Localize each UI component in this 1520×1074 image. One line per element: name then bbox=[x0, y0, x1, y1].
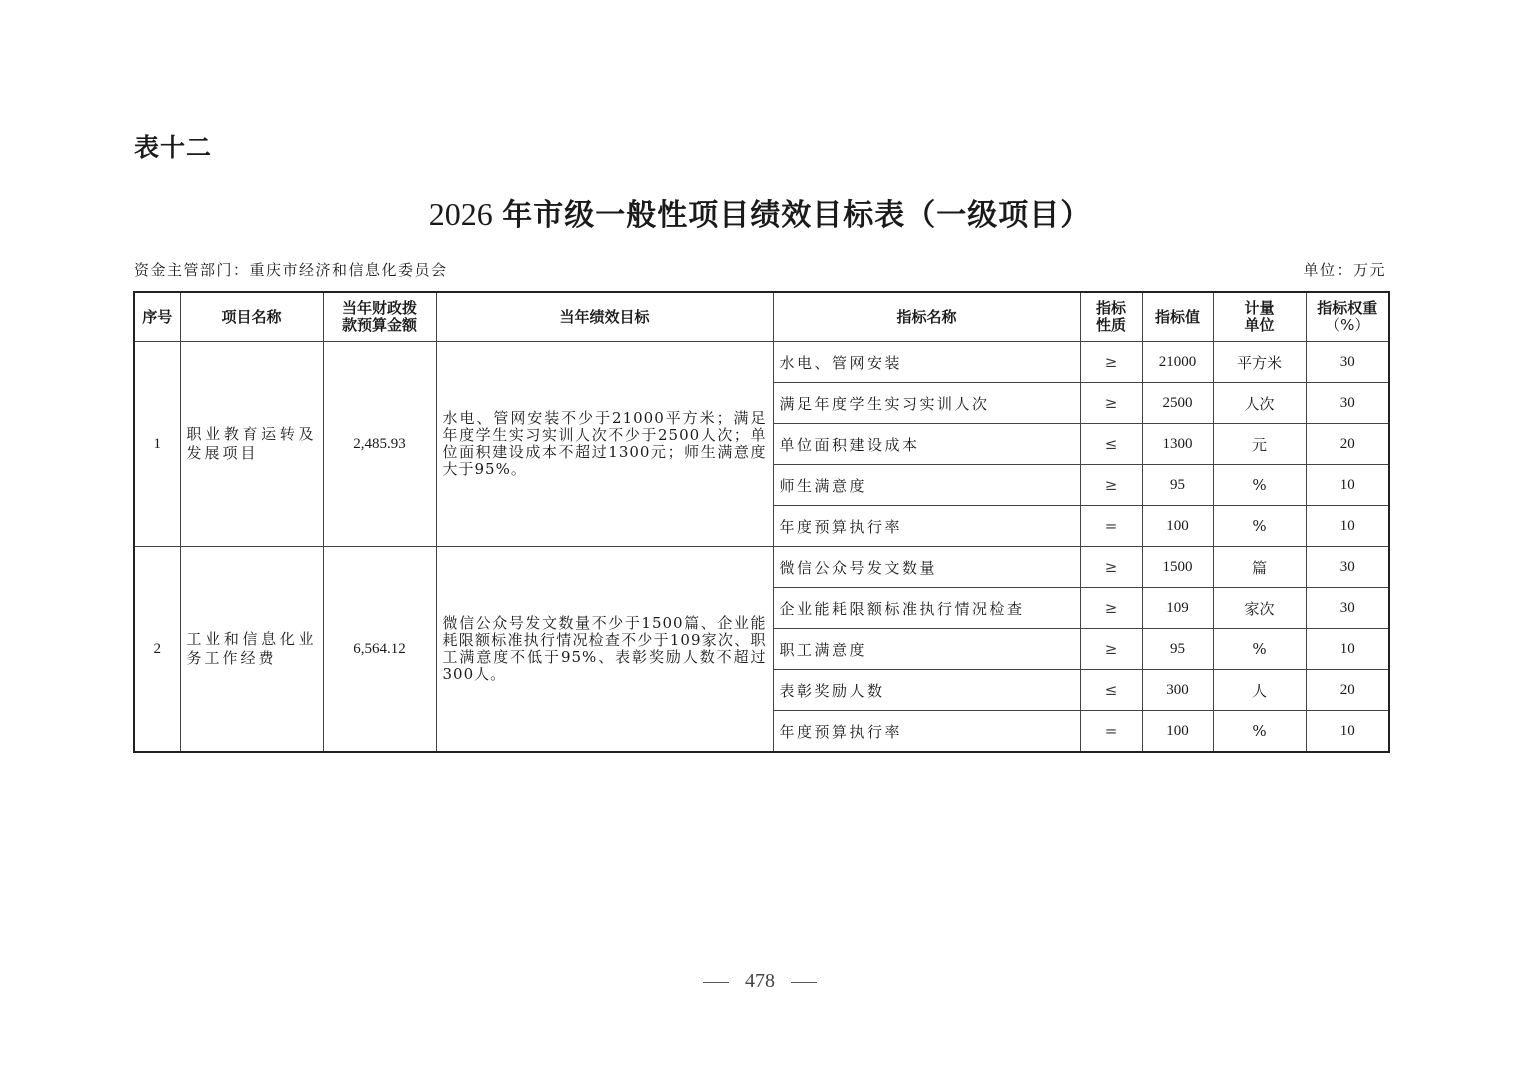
indicator-name: 水电、管网安装 bbox=[773, 342, 1080, 383]
indicator-value: 100 bbox=[1142, 711, 1213, 753]
table-row bbox=[134, 342, 1389, 383]
col-weight bbox=[1306, 292, 1389, 342]
performance-table bbox=[133, 291, 1390, 753]
page-dash-left bbox=[703, 982, 729, 983]
indicator-nature: ≥ bbox=[1080, 383, 1142, 424]
indicator-name: 表彰奖励人数 bbox=[773, 670, 1080, 711]
project-name: 工业和信息化业务工作经费 bbox=[180, 547, 323, 753]
indicator-value: 109 bbox=[1142, 588, 1213, 629]
col-indicator-name: 指标名称 bbox=[773, 292, 1080, 342]
indicator-name: 单位面积建设成本 bbox=[773, 424, 1080, 465]
indicator-value: 1500 bbox=[1142, 547, 1213, 588]
indicator-weight: 30 bbox=[1306, 547, 1389, 588]
indicator-value: 2500 bbox=[1142, 383, 1213, 424]
indicator-weight: 10 bbox=[1306, 465, 1389, 506]
indicator-nature: ≤ bbox=[1080, 670, 1142, 711]
project-goal: 微信公众号发文数量不少于1500篇、企业能耗限额标准执行情况检查不少于109家次、职工满意度不低于95%、表彰奖励人数不超过300人。 bbox=[436, 547, 773, 753]
indicator-weight: 10 bbox=[1306, 629, 1389, 670]
indicator-unit: 平方米 bbox=[1213, 342, 1306, 383]
col-unit-line2: 单位 bbox=[1244, 316, 1275, 334]
indicator-weight: 10 bbox=[1306, 711, 1389, 753]
col-unit-line1: 计量 bbox=[1244, 299, 1275, 317]
document-title bbox=[0, 190, 1520, 234]
indicator-unit: % bbox=[1213, 465, 1306, 506]
indicator-unit: 家次 bbox=[1213, 588, 1306, 629]
indicator-unit: 人次 bbox=[1213, 383, 1306, 424]
indicator-name: 年度预算执行率 bbox=[773, 711, 1080, 753]
indicator-value: 300 bbox=[1142, 670, 1213, 711]
indicator-weight: 20 bbox=[1306, 670, 1389, 711]
col-seq: 序号 bbox=[134, 292, 180, 342]
indicator-name: 师生满意度 bbox=[773, 465, 1080, 506]
indicator-nature: ≤ bbox=[1080, 424, 1142, 465]
page-number-text: 478 bbox=[745, 970, 775, 992]
indicator-name: 企业能耗限额标准执行情况检查 bbox=[773, 588, 1080, 629]
col-nature bbox=[1080, 292, 1142, 342]
indicator-unit: % bbox=[1213, 506, 1306, 547]
indicator-weight: 10 bbox=[1306, 506, 1389, 547]
department-label: 资金主管部门：重庆市经济和信息化委员会 bbox=[134, 261, 448, 279]
table-label: 表十二 bbox=[134, 133, 213, 162]
indicator-nature: ≥ bbox=[1080, 342, 1142, 383]
indicator-weight: 30 bbox=[1306, 383, 1389, 424]
title-text: 年市级一般性项目绩效目标表（一级项目） bbox=[502, 198, 1092, 233]
col-value: 指标值 bbox=[1142, 292, 1213, 342]
indicator-value: 95 bbox=[1142, 629, 1213, 670]
indicator-unit: % bbox=[1213, 629, 1306, 670]
col-goal: 当年绩效目标 bbox=[436, 292, 773, 342]
indicator-name: 微信公众号发文数量 bbox=[773, 547, 1080, 588]
project-seq: 2 bbox=[134, 547, 180, 753]
project-goal: 水电、管网安装不少于21000平方米；满足年度学生实习实训人次不少于2500人次；单位面积建设成本不超过1300元；师生满意度大于95%。 bbox=[436, 342, 773, 547]
col-nature-line2: 性质 bbox=[1095, 316, 1126, 334]
indicator-unit: 人 bbox=[1213, 670, 1306, 711]
indicator-name: 职工满意度 bbox=[773, 629, 1080, 670]
header-row bbox=[134, 292, 1389, 342]
indicator-nature: ≥ bbox=[1080, 465, 1142, 506]
col-nature-line1: 指标 bbox=[1095, 299, 1126, 317]
indicator-weight: 30 bbox=[1306, 342, 1389, 383]
indicator-weight: 20 bbox=[1306, 424, 1389, 465]
col-budget-line2: 款预算金额 bbox=[341, 316, 417, 334]
indicator-value: 1300 bbox=[1142, 424, 1213, 465]
indicator-value: 95 bbox=[1142, 465, 1213, 506]
indicator-unit: % bbox=[1213, 711, 1306, 753]
indicator-name: 年度预算执行率 bbox=[773, 506, 1080, 547]
indicator-nature: ≥ bbox=[1080, 547, 1142, 588]
indicator-unit: 元 bbox=[1213, 424, 1306, 465]
indicator-name: 满足年度学生实习实训人次 bbox=[773, 383, 1080, 424]
col-budget-line1: 当年财政拨 bbox=[341, 299, 417, 317]
indicator-nature: ≥ bbox=[1080, 629, 1142, 670]
indicator-nature: = bbox=[1080, 711, 1142, 753]
indicator-value: 21000 bbox=[1142, 342, 1213, 383]
project-name: 职业教育运转及发展项目 bbox=[180, 342, 323, 547]
project-budget: 6,564.12 bbox=[323, 547, 436, 753]
col-unit bbox=[1213, 292, 1306, 342]
col-weight-line1: 指标权重 bbox=[1317, 299, 1378, 317]
page-number bbox=[0, 970, 1520, 993]
indicator-nature: = bbox=[1080, 506, 1142, 547]
col-project-name: 项目名称 bbox=[180, 292, 323, 342]
title-year: 2026 bbox=[428, 196, 493, 232]
indicator-value: 100 bbox=[1142, 506, 1213, 547]
indicator-weight: 30 bbox=[1306, 588, 1389, 629]
col-budget bbox=[323, 292, 436, 342]
indicator-nature: ≥ bbox=[1080, 588, 1142, 629]
indicator-unit: 篇 bbox=[1213, 547, 1306, 588]
unit-label: 单位：万元 bbox=[1303, 261, 1386, 279]
col-weight-line2: （%） bbox=[1325, 316, 1370, 334]
page-dash-right bbox=[791, 982, 817, 983]
table-row bbox=[134, 547, 1389, 588]
project-seq: 1 bbox=[134, 342, 180, 547]
project-budget: 2,485.93 bbox=[323, 342, 436, 547]
